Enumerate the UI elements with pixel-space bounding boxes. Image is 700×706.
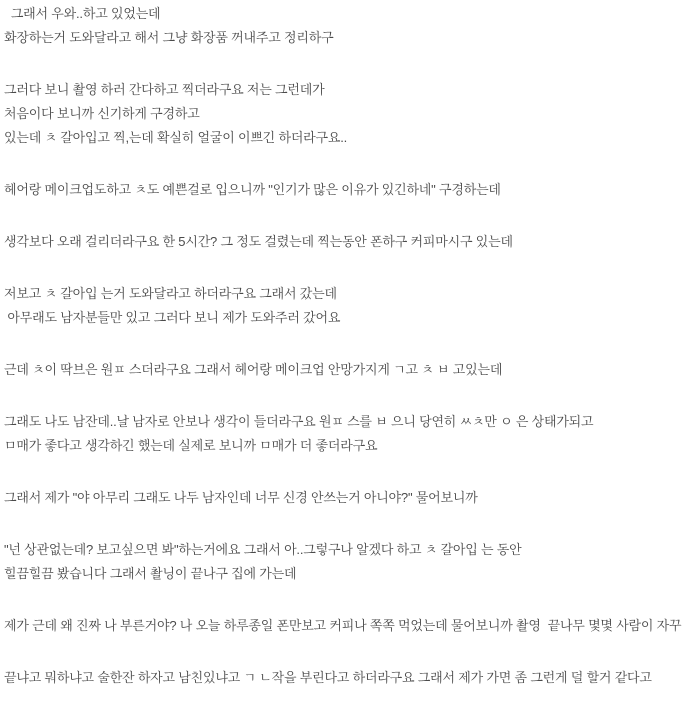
text-line: 생각보다 오래 걸리더라구요 한 5시간? 그 정도 걸렸는데 찍는동안 폰하구 커피마시구 있는데 xyxy=(4,234,513,249)
text-line: 저보고 ㅊ 갈아입 는거 도와달라고 하더라구요 그래서 갔는데 xyxy=(4,286,337,301)
text-line: 그래서 제가 "야 아무리 그래도 나두 남자인데 너무 신경 안쓰는거 아니야?" 물어보니까 xyxy=(4,490,478,505)
text-line: 아무래도 남자분들만 있고 그러다 보니 제가 도와주러 갔어요 xyxy=(4,310,341,325)
text-line: 그러다 보니 촬영 하러 간다하고 찍더라구요 저는 그런데가 xyxy=(4,82,325,97)
text-line: "넌 상관없는데? 보고싶으면 봐"하는거에요 그래서 아..그렇구나 알겠다 하고 ㅊ 갈아입 는 동안 xyxy=(4,542,522,557)
text-line: 근데 ㅊ이 딱브은 원ㅍ 스더라구요 그래서 헤어랑 메이크업 안망가지게 ㄱ고 ㅊ ㅂ 고있는데 xyxy=(4,362,503,377)
text-line: 끝냐고 뭐하냐고 술한잔 하자고 남친있냐고 ㄱ ㄴ작을 부린다고 하더라구요 그래서 제가 가면 좀 그런게 덜 할거 같다고 xyxy=(4,670,652,685)
text-line: 그래도 나도 남잔데..날 남자로 안보나 생각이 들더라구요 원ㅍ 스를 ㅂ 으니 당연히 ㅆㅊ만 ㅇ 은 상태가되고 xyxy=(4,414,594,429)
text-line: 있는데 ㅊ 갈아입고 찍,는데 확실히 얼굴이 이쁘긴 하더라구요.. xyxy=(4,130,348,145)
text-line: 처음이다 보니까 신기하게 구경하고 xyxy=(4,106,200,121)
text-line: ㅁ매가 좋다고 생각하긴 했는데 실제로 보니까 ㅁ매가 더 좋더라구요 xyxy=(4,438,378,453)
text-line: 헤어랑 메이크업도하고 ㅊ도 예쁜걸로 입으니까 "인기가 많은 이유가 있긴하네" 구경하는데 xyxy=(4,182,501,197)
text-line: 제가 근데 왜 진짜 나 부른거야? 나 오늘 하루종일 폰만보고 커피나 쪽쪽 먹었는데 물어보니까 촬영 끝나무 몇몇 사람이 자꾸 xyxy=(4,618,682,633)
text-line: 화장하는거 도와달라고 해서 그냥 화장품 꺼내주고 정리하구 xyxy=(4,30,334,45)
text-line: 힐끔힐끔 봤습니다 그래서 촬닝이 끝나구 집에 가는데 xyxy=(4,566,297,581)
text-line: 그래서 우와..하고 있었는데 xyxy=(4,6,161,21)
